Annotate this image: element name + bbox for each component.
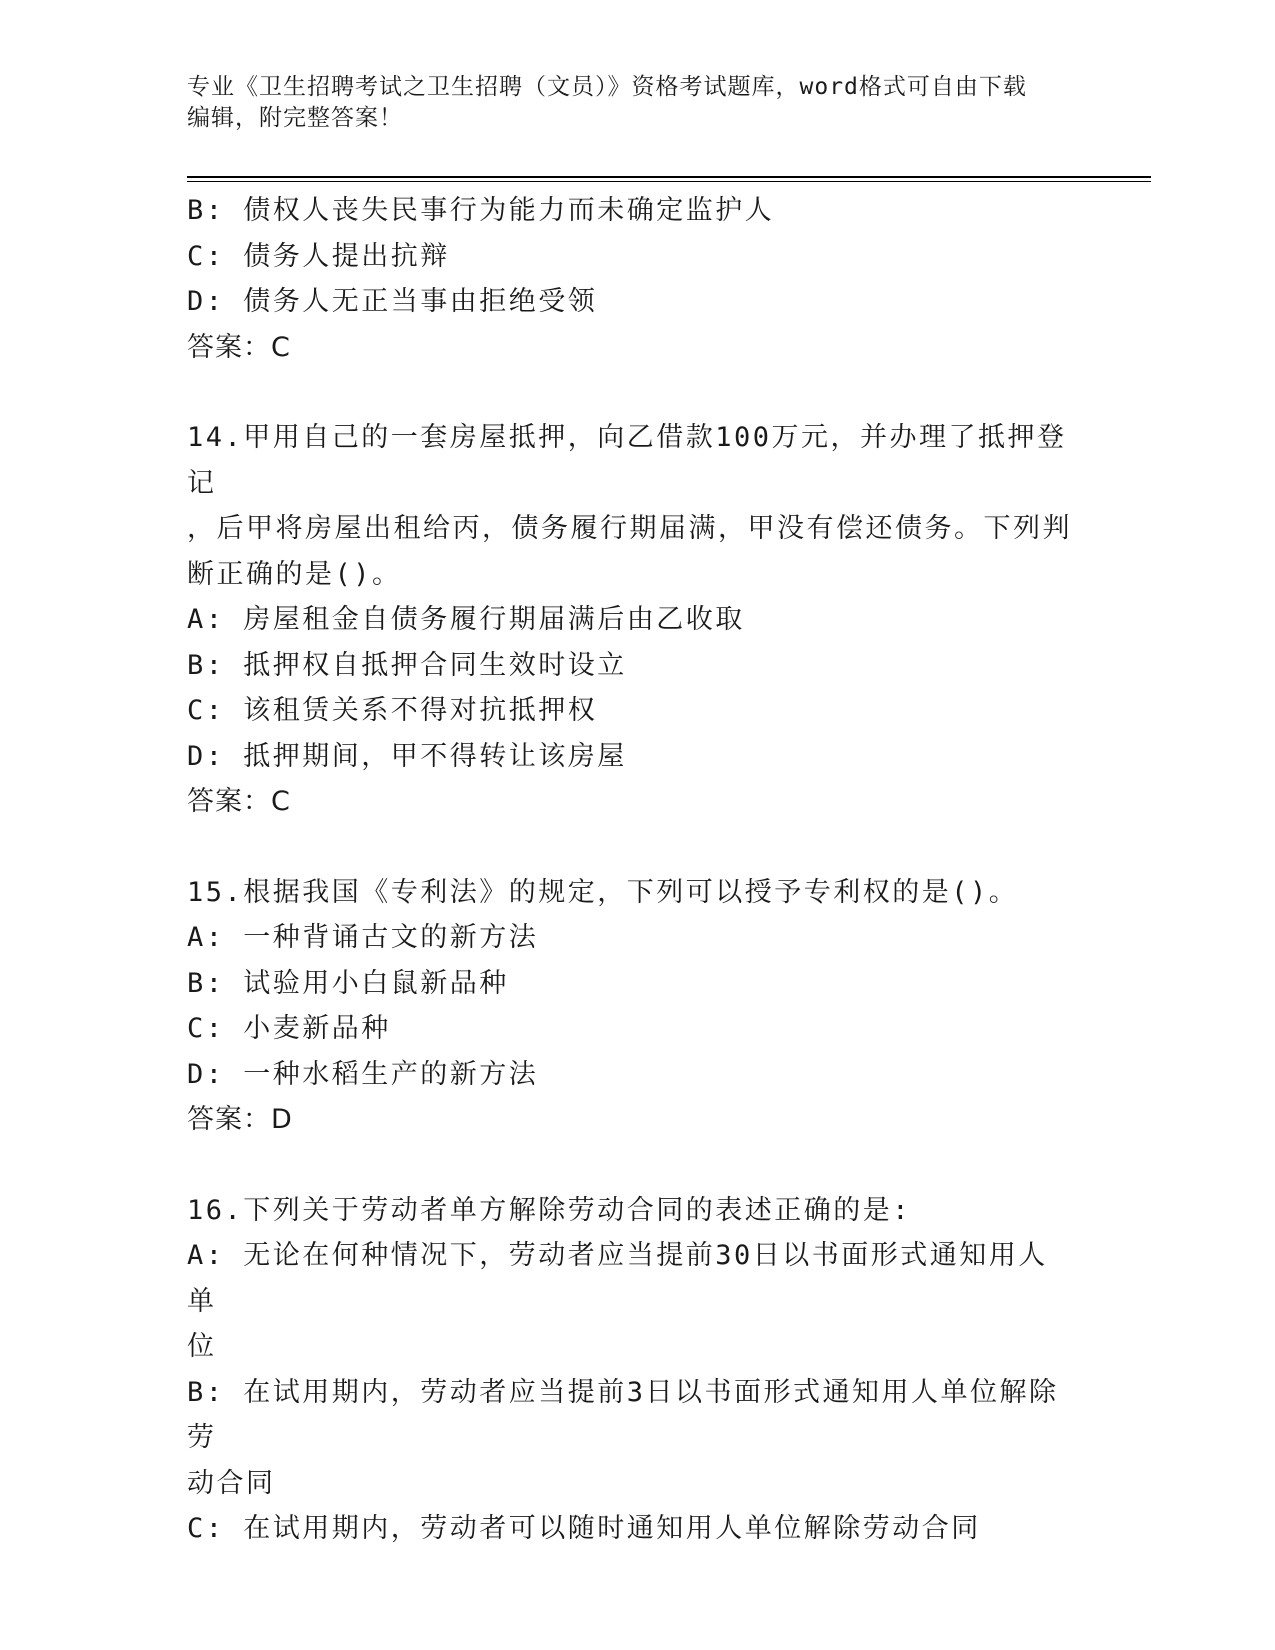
option-c: C: 在试用期内，劳动者可以随时通知用人单位解除劳动合同 xyxy=(187,1513,981,1544)
option-c: C: 小麦新品种 xyxy=(187,1013,391,1044)
option-c: C: 该租赁关系不得对抗抵押权 xyxy=(187,695,598,726)
option-b-continued: 动合同 xyxy=(187,1467,276,1499)
option-a-continued: 位 xyxy=(187,1331,217,1362)
header-divider xyxy=(187,176,1151,178)
option-b: B: 债权人丧失民事行为能力而未确定监护人 xyxy=(187,195,775,226)
option-d: D: 抵押期间，甲不得转让该房屋 xyxy=(187,740,627,772)
question-13-tail xyxy=(187,188,1077,370)
option-b: B: 在试用期内，劳动者应当提前3日以书面形式通知用人单位解除劳 xyxy=(187,1376,1059,1453)
question-15 xyxy=(187,870,1077,1143)
option-c: C: 债务人提出抗辩 xyxy=(187,240,450,272)
question-16 xyxy=(187,1188,1077,1552)
option-b: B: 抵押权自抵押合同生效时设立 xyxy=(187,649,627,681)
answer: 答案：C xyxy=(187,786,291,817)
answer: 答案：C xyxy=(187,331,291,363)
question-list xyxy=(187,188,1077,1552)
question-stem: 断正确的是()。 xyxy=(187,558,402,590)
option-b: B: 试验用小白鼠新品种 xyxy=(187,967,509,999)
header-divider-thin xyxy=(187,181,1151,182)
option-a: A: 无论在何种情况下，劳动者应当提前30日以书面形式通知用人单 xyxy=(187,1240,1048,1317)
option-d: D: 债务人无正当事由拒绝受领 xyxy=(187,286,598,317)
option-d: D: 一种水稻生产的新方法 xyxy=(187,1058,539,1090)
answer: 答案：D xyxy=(187,1104,293,1135)
option-a: A: 房屋租金自债务履行期届满后由乙收取 xyxy=(187,604,745,635)
question-14 xyxy=(187,415,1077,825)
question-stem: 15.根据我国《专利法》的规定，下列可以授予专利权的是()。 xyxy=(187,876,1019,908)
question-stem: ，后甲将房屋出租给丙，债务履行期届满，甲没有偿还债务。下列判 xyxy=(187,513,1072,544)
document-header xyxy=(187,72,1087,134)
question-stem: 14.甲用自己的一套房屋抵押，向乙借款100万元，并办理了抵押登记 xyxy=(187,422,1067,499)
header-line-1: 专业《卫生招聘考试之卫生招聘（文员）》资格考试题库，word格式可自由下载 xyxy=(187,74,1027,100)
option-a: A: 一种背诵古文的新方法 xyxy=(187,922,539,953)
question-stem: 16.下列关于劳动者单方解除劳动合同的表述正确的是: xyxy=(187,1194,912,1226)
header-line-2: 编辑，附完整答案！ xyxy=(187,105,403,131)
